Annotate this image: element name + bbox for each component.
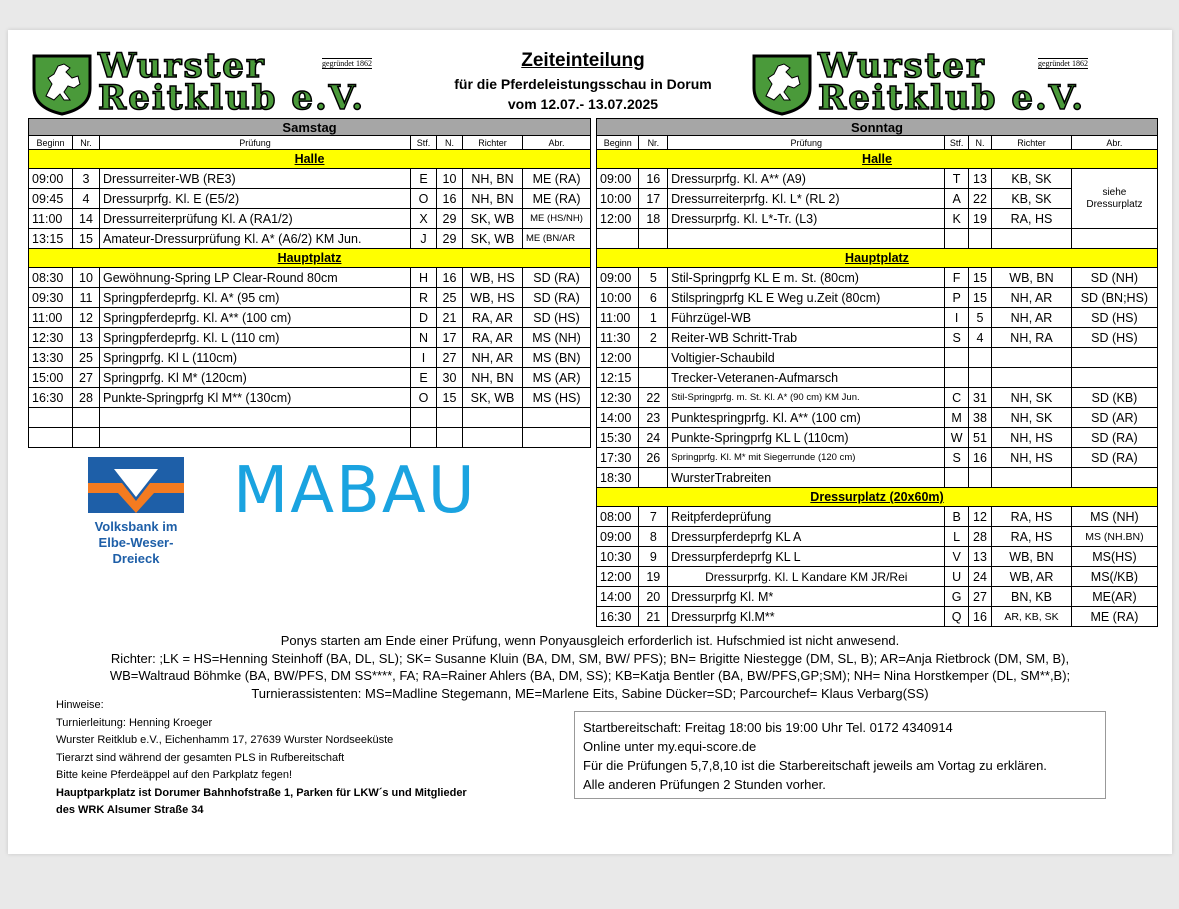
volksbank-logo: Volksbank im Elbe-Weser-Dreieck	[76, 457, 196, 567]
club-logo-left	[30, 46, 410, 118]
table-row: 16:30 28 Punkte-Springprfg Kl M** (130cm) O 15 SK, WB MS (HS)	[29, 388, 591, 408]
table-row: 09:00 8 Dressurpferdeprfg KL A L 28 RA, HS MS (NH.BN)	[597, 527, 1158, 547]
table-row: 10:30 9 Dressurpferdeprfg KL L V 13 WB, BN MS(HS)	[597, 547, 1158, 567]
club-name: Wurster Reitklub e.V.	[818, 46, 1086, 118]
table-row: 15:30 24 Punkte-Springprfg KL L (110cm) W 51 NH, HS SD (RA)	[597, 428, 1158, 448]
column-header-row: Beginn Nr. Prüfung Stf. N. Richter Abr.	[597, 136, 1158, 150]
column-header-row: Beginn Nr. Prüfung Stf. N. Richter Abr.	[29, 136, 591, 150]
table-row: 13:15 15 Amateur-Dressurprüfung Kl. A* (A6/2) KM Jun. J 29 SK, WB ME (BN/AR	[29, 229, 591, 249]
horse-crest-icon	[750, 52, 814, 116]
horse-crest-icon	[30, 52, 94, 116]
club-name: Wurster Reitklub e.V.	[98, 46, 366, 118]
empty-row	[29, 428, 591, 448]
table-row: 18:30 WursterTrabreiten	[597, 468, 1158, 488]
founded-label: gegründet 1862	[1038, 59, 1088, 68]
notes-block: Ponys starten am Ende einer Prüfung, wenn Ponyausgleich erforderlich ist. Hufschmied ist nicht anwesend. Richter: ;LK = HS=Henning Steinhoff (BA, DL, SL); SK= Susanne Kluin (BA, DM, SM, BW/ PFS); BN= Brigitte Niestegge (DM, SL, B); AR=Anja Rietbrock (DM, SM, B), WB=Waltraud Böhmke (BA, BW/PFS, DM SS****, FA; RA=Rainer Ahlers (BA, DM, SS); KB=Katja Bentler (BA, BW/PFS,GP;SM); NH= Nina Horstkemper (DL, SM**,B); Turnierassistenten: MS=Madline Stegemann, ME=Marlene Eits, Sabine Dücker=SD; Parcourchef= Klaus Verbarg(SS)	[109, 633, 1071, 701]
hinweise-block: Hinweise: Turnierleitung: Henning Kroeger Wurster Reitklub e.V., Eichenhamm 17, 27639 Wurster Nordseeküste Tierarzt sind während der gesamten PLS in Rufbereitschaft Bitte keine Pferdeäppel auf den Parkplatz fegen! Hauptparkplatz ist Dorumer Bahnhofstraße 1, Parken für LKW´s und Mitglieder des WRK Alsumer Straße 34	[56, 699, 467, 816]
table-row: 08:30 10 Gewöhnung-Spring LP Clear-Round 80cm H 16 WB, HS SD (RA)	[29, 268, 591, 288]
founded-label: gegründet 1862	[322, 59, 372, 68]
see-dressage-note: siehe Dressurplatz	[1071, 169, 1157, 229]
page-subtitle: für die Pferdeleistungsschau in Dorum	[454, 76, 712, 92]
table-row: 11:30 2 Reiter-WB Schritt-Trab S 4 NH, RA SD (HS)	[597, 328, 1158, 348]
schedule-page	[8, 30, 1172, 854]
table-row: 12:30 22 Stil-Springprfg. m. St. Kl. A* (90 cm) KM Jun. C 31 NH, SK SD (KB)	[597, 388, 1158, 408]
table-row: 14:00 20 Dressurprfg Kl. M* G 27 BN, KB ME(AR)	[597, 587, 1158, 607]
table-row: 09:00 3 Dressurreiter-WB (RE3) E 10 NH, BN ME (RA)	[29, 169, 591, 189]
start-readiness-box: Startbereitschaft: Freitag 18:00 bis 19:00 Uhr Tel. 0172 4340914 Online unter my.equi-score.de Für die Prüfungen 5,7,8,10 ist die Starbereitschaft jeweils am Vortag zu erklären. Alle anderen Prüfungen 2 Stunden vorher.	[574, 711, 1106, 799]
section-halle: Halle	[597, 150, 1158, 169]
club-logo-right	[750, 46, 1130, 118]
section-dressurplatz: Dressurplatz (20x60m)	[597, 488, 1158, 507]
table-row: 12:00 18 Dressurprfg. Kl. L*-Tr. (L3) K 19 RA, HS	[597, 209, 1158, 229]
title-block	[418, 50, 748, 112]
mabau-logo: MABAU	[233, 454, 477, 528]
page-dates: vom 12.07.- 13.07.2025	[507, 96, 659, 112]
volksbank-icon	[88, 457, 184, 513]
table-row: 11:00 14 Dressurreiterprüfung Kl. A (RA1/2) X 29 SK, WB ME (HS/NH)	[29, 209, 591, 229]
table-row: 09:45 4 Dressurprfg. Kl. E (E5/2) O 16 NH, BN ME (RA)	[29, 189, 591, 209]
table-row: 14:00 23 Punktespringprfg. Kl. A** (100 cm) M 38 NH, SK SD (AR)	[597, 408, 1158, 428]
table-row: 12:30 13 Springpferdeprfg. Kl. L (110 cm) N 17 RA, AR MS (NH)	[29, 328, 591, 348]
table-row: 12:00 19 Dressurprfg. Kl. L Kandare KM JR/Rei U 24 WB, AR MS(/KB)	[597, 567, 1158, 587]
table-row: 09:00 16 Dressurprfg. Kl. A** (A9) T 13 KB, SK siehe Dressurplatz	[597, 169, 1158, 189]
section-hauptplatz: Hauptplatz	[597, 249, 1158, 268]
saturday-table	[28, 118, 591, 448]
section-hauptplatz: Hauptplatz	[29, 249, 591, 268]
empty-row	[597, 229, 1158, 249]
table-row: 15:00 27 Springprfg. Kl M* (120cm) E 30 NH, BN MS (AR)	[29, 368, 591, 388]
table-row: 09:30 11 Springpferdeprfg. Kl. A* (95 cm) R 25 WB, HS SD (RA)	[29, 288, 591, 308]
sunday-table	[596, 118, 1158, 627]
empty-row	[29, 408, 591, 428]
table-row: 16:30 21 Dressurprfg Kl.M** Q 16 AR, KB, SK ME (RA)	[597, 607, 1158, 627]
table-row: 11:00 1 Führzügel-WB I 5 NH, AR SD (HS)	[597, 308, 1158, 328]
day-title-sunday: Sonntag	[597, 119, 1158, 136]
table-row: 12:00 Voltigier-Schaubild	[597, 348, 1158, 368]
table-row: 13:30 25 Springprfg. Kl L (110cm) I 27 NH, AR MS (BN)	[29, 348, 591, 368]
table-row: 10:00 17 Dressurreiterprfg. Kl. L* (RL 2) A 22 KB, SK	[597, 189, 1158, 209]
section-halle: Halle	[29, 150, 591, 169]
table-row: 09:00 5 Stil-Springprfg KL E m. St. (80cm) F 15 WB, BN SD (NH)	[597, 268, 1158, 288]
table-row: 17:30 26 Springprfg. Kl. M* mit Siegerrunde (120 cm) S 16 NH, HS SD (RA)	[597, 448, 1158, 468]
page-title: Zeiteinteilung	[521, 50, 645, 71]
table-row: 12:15 Trecker-Veteranen-Aufmarsch	[597, 368, 1158, 388]
table-row: 11:00 12 Springpferdeprfg. Kl. A** (100 cm) D 21 RA, AR SD (HS)	[29, 308, 591, 328]
table-row: 10:00 6 Stilspringprfg KL E Weg u.Zeit (80cm) P 15 NH, AR SD (BN;HS)	[597, 288, 1158, 308]
table-row: 08:00 7 Reitpferdeprüfung B 12 RA, HS MS (NH)	[597, 507, 1158, 527]
day-title-saturday: Samstag	[29, 119, 591, 136]
